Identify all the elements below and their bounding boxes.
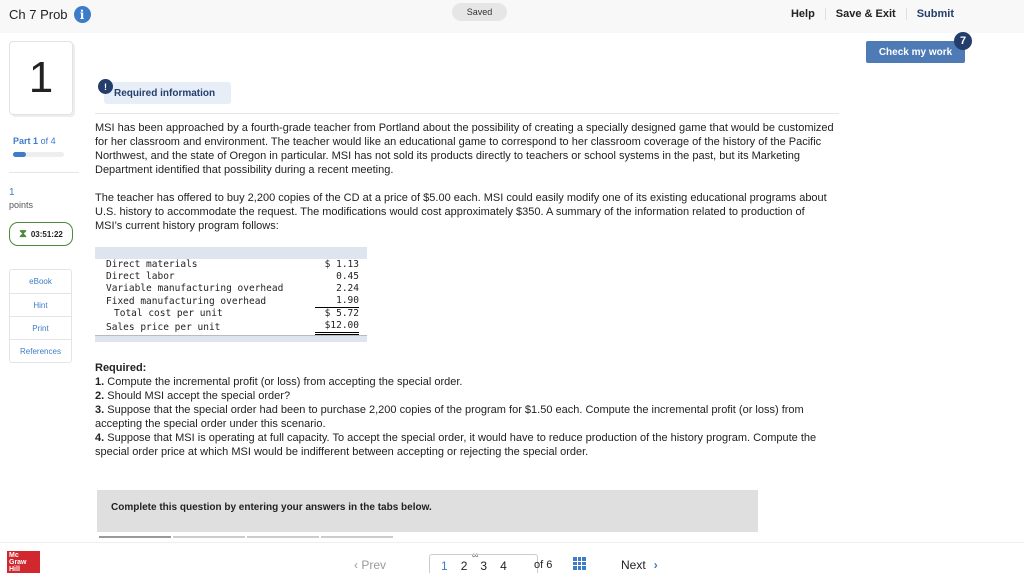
prev-button[interactable] — [354, 558, 386, 572]
part-current: 1 — [33, 136, 39, 146]
instructions-banner: Complete this question by entering your answers in the tabs below. — [97, 490, 758, 532]
part-of: of 4 — [40, 136, 56, 146]
row-label: Direct materials — [106, 259, 198, 270]
requirement-3 — [95, 403, 825, 431]
page-selector — [429, 554, 538, 573]
problem-paragraph-2: The teacher has offered to buy 2,200 copies of the CD at a price of $5.00 each. MSI could easily modify one of its existing educational programs about U.S. history to accommodate the request. The modifications would cost approximately $350. A summary of the information related to production of MSI’s current history program follows: — [95, 192, 827, 232]
ebook-button[interactable]: eBook — [29, 277, 52, 286]
req-text: Suppose that the special order had been to purchase 2,200 copies of the program for $1.50 each. Compute the incremental profit (or loss) from accepting the special order under this scenario. — [95, 404, 804, 430]
row-label: Total cost per unit — [114, 308, 223, 319]
part-indicator — [13, 136, 56, 146]
req-text: Should MSI accept the special order? — [107, 390, 291, 402]
part-progress-bar — [13, 152, 64, 157]
row-label: Variable manufacturing overhead — [106, 283, 284, 294]
requirement-4 — [95, 431, 825, 459]
prev-label: Prev — [361, 558, 387, 572]
check-count-badge: 7 — [954, 32, 972, 50]
check-my-work-button[interactable]: Check my work — [866, 41, 965, 63]
mcgraw-hill-logo: Mc Graw Hill — [7, 551, 40, 573]
divider — [9, 172, 79, 173]
table-row — [95, 308, 367, 320]
req-text: Compute the incremental profit (or loss) from accepting the special order. — [107, 376, 463, 388]
value: $12.00 — [315, 320, 359, 335]
row-value — [299, 295, 367, 308]
row-value — [299, 271, 367, 283]
question-number: 1 — [9, 41, 73, 115]
req-num: 1. — [95, 376, 105, 388]
link-icon: ∞ — [472, 550, 479, 560]
value: 0.45 — [336, 271, 359, 282]
table-row — [95, 283, 367, 295]
part-progress-fill — [13, 152, 26, 157]
value: $ 1.13 — [324, 259, 359, 270]
next-button[interactable] — [621, 558, 658, 572]
value: 2.24 — [336, 283, 359, 294]
row-value — [299, 308, 367, 320]
page-4[interactable]: 4 — [500, 559, 507, 573]
requirement-2 — [95, 389, 825, 403]
references-button[interactable]: References — [10, 339, 71, 362]
table-row — [95, 320, 367, 336]
req-num: 4. — [95, 432, 105, 444]
alert-icon: ! — [98, 79, 113, 94]
chevron-left-icon: ‹ — [354, 558, 358, 572]
required-title: Required: — [95, 362, 147, 374]
points-label: points — [9, 200, 34, 210]
tab-4[interactable] — [321, 536, 393, 538]
problem-paragraph-1: MSI has been approached by a fourth-grade teacher from Portland about the possibility of creating a specially designed game that would be customized for her classroom and environment. The teacher would like an educational game to correspond to her classroom coverage of the history of the Pacific Northwest, and the state of Oregon in particular. MSI has not sold its products directly to teachers or school systems in the past, but its Marketing Department identified that possibility during a recent meeting. — [95, 122, 834, 176]
req-text: Suppose that MSI is operating at full capacity. To accept the special order, it would have to reduce production of the history program. Compute the special order price at which MSI would be indifferent between accepting or rejecting the special order. — [95, 432, 817, 458]
tab-3[interactable] — [247, 536, 319, 538]
required-information-banner: Required information — [104, 82, 231, 104]
page-count: of 6 — [534, 559, 553, 571]
top-nav — [781, 8, 964, 20]
req-num: 2. — [95, 390, 105, 402]
required-section — [95, 361, 825, 459]
row-label: Fixed manufacturing overhead — [106, 295, 267, 307]
table-footer — [95, 336, 367, 342]
page-2[interactable]: 2 — [460, 559, 468, 573]
tab-2[interactable] — [173, 536, 245, 538]
table-row — [95, 271, 367, 283]
req-num: 3. — [95, 404, 105, 416]
next-label: Next — [621, 558, 646, 572]
requirement-1 — [95, 375, 825, 389]
info-icon[interactable]: i — [74, 6, 91, 23]
assignment-title — [9, 6, 91, 23]
part-label: Part — [13, 136, 31, 146]
save-exit-button[interactable]: Save & Exit — [825, 8, 906, 20]
submit-button[interactable]: Submit — [906, 8, 964, 20]
divider — [95, 113, 839, 114]
cost-table — [95, 247, 367, 342]
hint-button[interactable]: Hint — [10, 293, 71, 316]
table-row — [95, 295, 367, 308]
value: 1.90 — [315, 295, 359, 308]
print-button[interactable]: Print — [10, 316, 71, 339]
value: $ 5.72 — [324, 308, 359, 319]
hourglass-icon: ⧗ — [19, 227, 27, 240]
table-row — [95, 259, 367, 271]
chevron-right-icon: › — [653, 558, 658, 572]
table-header — [95, 247, 367, 259]
row-value — [299, 283, 367, 295]
points — [9, 186, 33, 211]
saved-status: Saved — [452, 3, 507, 21]
tab-1[interactable] — [99, 536, 171, 538]
points-value: 1 — [9, 187, 15, 198]
grid-view-icon[interactable] — [573, 557, 586, 570]
timer-value: 03:51:22 — [30, 229, 63, 239]
row-value — [299, 259, 367, 271]
row-label: Direct labor — [106, 271, 175, 282]
answer-tabs — [99, 536, 393, 538]
timer — [9, 222, 73, 246]
page-1[interactable]: 1 — [441, 559, 448, 573]
title-text: Ch 7 Prob — [9, 7, 68, 22]
help-button[interactable]: Help — [790, 8, 815, 20]
row-value — [299, 320, 367, 336]
tools-menu — [9, 269, 72, 363]
row-label: Sales price per unit — [106, 321, 221, 333]
page-3[interactable]: 3 — [480, 559, 488, 573]
